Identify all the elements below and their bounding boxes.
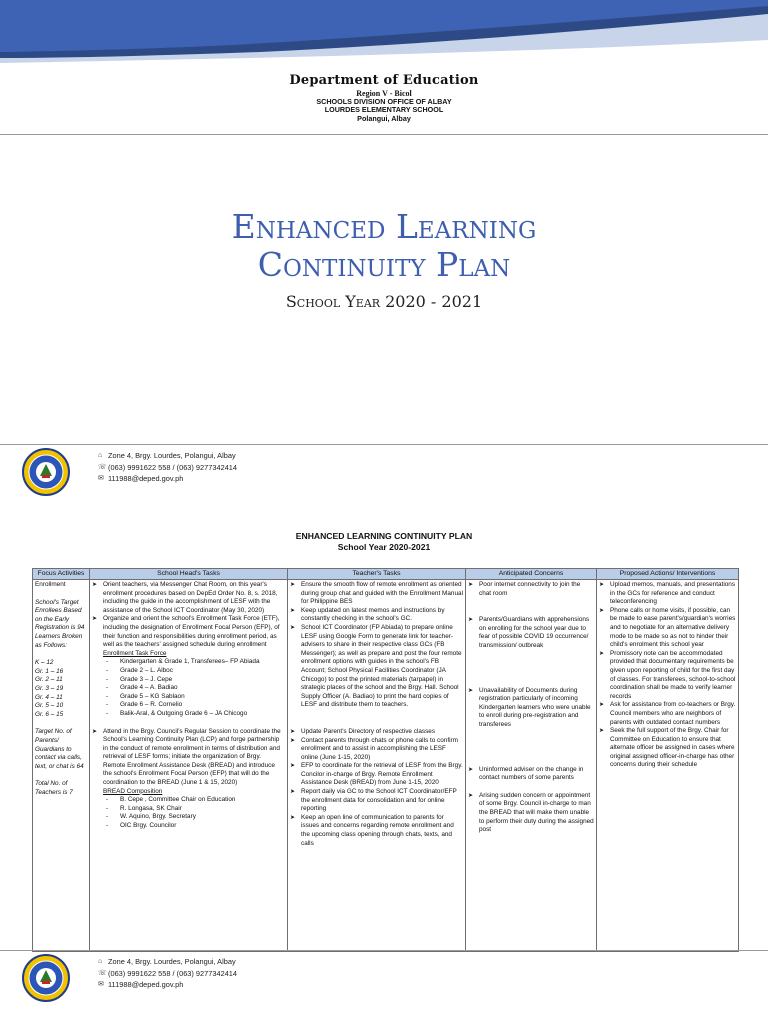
bread-item: - R. Longasa, SK Chair [106, 804, 182, 812]
list-item: ➤ Keep an open line of communication to parents for issues and concerns regarding remote enrollment and the upcoming class opening through chats, texts, and calls [290, 813, 454, 847]
grade-line: Gr. 2 – 11 [35, 676, 63, 684]
footer-divider-top [0, 444, 768, 445]
list-item: ➤ Unavailability of Documents during registration particularly of incoming Kindergarten learners who were unable to enroll during pre-registration and transferees [468, 686, 591, 728]
etf-item: - Balik-Aral, & Outgoing Grade 6 – JA Chicogo [106, 709, 248, 717]
arrow-bullet-icon: ➤ [468, 766, 474, 773]
focus-target-enrollees: School's Target Enrollees Based on the Early Registration is 94 Learners Broken as Follows: [35, 598, 85, 649]
list-item: ➤ Promissory note can be accommodated provided that documentary requirements be given upon reporting of child for the first day of classes. For transferees, school-to-school coordination shall be made to verify learner records [599, 649, 736, 700]
grade-line: Gr. 1 – 16 [35, 667, 64, 675]
phone-icon: ☏ [98, 463, 107, 471]
cover-title-line1: Enhanced Learning [231, 207, 537, 246]
list-item: ➤ Report daily via GC to the School ICT Coordinator/EFP the enrollment data for consolidation and for online reporting [290, 788, 457, 813]
location-line: Polangui, Albay [357, 113, 411, 123]
etf-item: - Kindergarten & Grade 1, Transferees– FP Abiada [106, 658, 260, 666]
school-seal-icon [22, 954, 70, 1002]
arrow-bullet-icon: ➤ [468, 792, 474, 799]
grade-line: Gr. 4 – 11 [35, 693, 63, 701]
arrow-bullet-icon: ➤ [468, 687, 474, 694]
list-item: ➤ Uninformed adviser on the change in contact numbers of some parents [468, 765, 584, 782]
phone-text: (063) 9991622 558 / (063) 9277342414 [108, 462, 238, 472]
actions-cell [597, 580, 739, 952]
arrow-bullet-icon: ➤ [599, 728, 605, 735]
contact-block [98, 450, 237, 485]
arrow-bullet-icon: ➤ [290, 737, 296, 744]
arrow-bullet-icon: ➤ [599, 582, 605, 588]
letterhead [0, 74, 768, 123]
location-pin-icon: ⌂ [98, 958, 103, 965]
arrow-bullet-icon: ➤ [290, 763, 296, 770]
header-wave-banner [0, 0, 768, 70]
email-icon: ✉ [98, 475, 104, 482]
division-line: SCHOOLS DIVISION OFFICE OF ALBAY [316, 97, 452, 107]
list-item: ➤ Keep updated on latest memos and instructions by constantly checking in the school's GC. [290, 606, 445, 623]
list-item: ➤ Upload memos, manuals, and presentations in the GCs for reference and conduct teleconferencing [599, 581, 736, 606]
region-line: Region V - Bicol [356, 88, 412, 98]
arrow-bullet-icon: ➤ [92, 728, 98, 735]
arrow-bullet-icon: ➤ [599, 702, 605, 709]
list-item: ➤ Parents/Guardians with apprehensions on enrolling for the school year due to fear of possible COVID 19 occurrence/ transmission/ outbreak [468, 616, 590, 649]
bread-label: BREAD Composition [103, 787, 163, 795]
arrow-bullet-icon: ➤ [290, 789, 296, 796]
arrow-bullet-icon: ➤ [92, 582, 98, 588]
etf-item: - Grade 4 – A. Badiao [106, 684, 178, 692]
school-seal-icon [22, 448, 70, 496]
list-item: ➤ Arising sudden concern or appointment of some Brgy. Council in-charge to man the BREAD that will make them unable to perform their duty during the assigned post [468, 791, 594, 834]
header-concerns: Anticipated Concerns [466, 569, 597, 580]
arrow-bullet-icon: ➤ [290, 624, 296, 631]
address-text: Zone 4, Brgy. Lourdes, Polangui, Albay [108, 957, 236, 966]
plan-heading [0, 531, 768, 553]
header-divider [0, 134, 768, 135]
phone-icon: ☏ [98, 969, 107, 977]
arrow-bullet-icon: ➤ [290, 607, 296, 614]
grade-line: Gr. 5 – 10 [35, 702, 64, 710]
footer-divider-bottom [0, 950, 768, 951]
list-item: ➤ Phone calls or home visits, if possible, can be made to ease parent's/guardian's worries and to negotiate for an alternative delivery mode to be made so as not to hinder their child's enrolment this school year [599, 606, 736, 649]
etf-item: - Grade 6 – R. Cornelio [106, 701, 183, 709]
header-actions: Proposed Actions/ Interventions [597, 569, 739, 580]
grade-line: Gr. 6 – 15 [35, 710, 64, 718]
list-item: ➤ Orient teachers, via Messenger Chat Room, on this year's enrollment procedures based on DepEd Order No. 8, s. 2018, including the guide in the accomplishment of LESF with the assistance of the School ICT Coordinator (May 30, 2020) [92, 581, 278, 614]
list-item: ➤ Contact parents through chats or phone calls to confirm enrollment and to assist in accomplishing the LESF online (June 1-15, 2020) [290, 736, 459, 761]
list-item: ➤ Organize and orient the school's Enrollment Task Force (ETF), including the designation of Enrollment Focal Person (EFP), of their function and responsibilities during enrollment period, as well as the teachers' assigned schedule during enrollment Enrollment Task Force [92, 615, 280, 657]
arrow-bullet-icon: ➤ [290, 582, 296, 588]
list-item: ➤ Ask for assistance from co-teachers or Brgy. Council members who are neighbors of parents with outdated contact numbers [599, 701, 736, 726]
arrow-bullet-icon: ➤ [468, 582, 474, 588]
bread-item: - OIC Brgy. Councilor [106, 822, 177, 830]
department-name: Department of Education [289, 73, 479, 88]
arrow-bullet-icon: ➤ [290, 814, 296, 821]
cover-school-year: School Year 2020 - 2021 [285, 292, 483, 311]
list-item: ➤ EFP to coordinate for the retrieval of LESF from the Brgy. Concilor in-charge of Brgy. Remote Enrollment Assistance Desk (BREAD) from June 1-15, 2020 [290, 762, 463, 787]
arrow-bullet-icon: ➤ [468, 617, 474, 624]
arrow-bullet-icon: ➤ [599, 607, 605, 614]
teacher-cell [288, 580, 466, 952]
etf-label: Enrollment Task Force [103, 649, 167, 657]
arrow-bullet-icon: ➤ [290, 728, 296, 735]
page-footer [20, 446, 760, 498]
table-row [33, 580, 739, 952]
address-text: Zone 4, Brgy. Lourdes, Polangui, Albay [108, 451, 236, 460]
plan-table [32, 568, 739, 952]
grade-line: K – 12 [35, 659, 54, 667]
table-header-row [33, 569, 739, 580]
arrow-bullet-icon: ➤ [599, 650, 605, 657]
concerns-cell [466, 580, 597, 952]
header-school-head: School Head's Tasks [90, 569, 288, 580]
focus-cell [33, 580, 90, 952]
location-pin-icon: ⌂ [98, 452, 103, 459]
school-line: LOURDES ELEMENTARY SCHOOL [324, 105, 444, 115]
list-item: ➤ School ICT Coordinator (FP Abiada) to prepare online LESF using Google Form to generate link for teacher-advisers to share in their respective class GCs (FB Messenger); as well as prepare and post the four remote enrollment options with guides in the school's FB Account; School Physical Facilities Coordinator (JA Chicogo) to post the printed materials (tarpapel) in strategic places of the school and the Brgy. Hall. School Supply Officer (A. Badiao) to print the hard copies of LESF and distribute them to teachers. [290, 623, 462, 709]
bread-item: - W. Aquino, Brgy. Secretary [106, 813, 196, 821]
etf-item: - Grade 2 – L. Alboc [106, 666, 173, 674]
list-item: ➤ Attend in the Brgy. Council's Regular Session to coordinate the School's Learning Continuity Plan (LCP) and forge partnership in the conduct of remote enrollment in terms of distribution and retrieval of LESF forms; initiate the organization of Brgy. Remote Enrollment Assistance Desk (BREAD) and introduce the school's Enrollment Focal Person (EFP) that will do the coordination to the BREAD (June 1 & 15, 2020) BREAD Composition [92, 727, 281, 795]
list-item: ➤ Ensure the smooth flow of remote enrollment as oriented during group chat and guided with the Enrollment Manual for Philippine BES [290, 581, 463, 606]
plan-title: ENHANCED LEARNING CONTINUITY PLAN [295, 531, 473, 541]
email-text: 111988@deped.gov.ph [108, 474, 184, 483]
cover-title-line2: Continuity Plan [257, 245, 511, 284]
grade-line: Gr. 3 – 19 [35, 684, 64, 692]
header-teacher: Teacher's Tasks [288, 569, 466, 580]
etf-item: - Grade 3 – J. Cepe [106, 675, 173, 683]
contact-block [98, 956, 237, 991]
arrow-bullet-icon: ➤ [92, 616, 98, 623]
email-text: 111988@deped.gov.ph [108, 980, 184, 989]
plan-subtitle: School Year 2020-2021 [337, 542, 431, 552]
list-item: ➤ Seek the full support of the Brgy. Chair for Committee on Education to ensure that alternate officer be assigned in cases where original assigned officer-in-charge has other concerns during their schedule [599, 727, 735, 769]
list-item: ➤ Poor internet connectivity to join the chat room [468, 581, 581, 597]
bread-item: - B. Cepe , Committee Chair on Education [106, 796, 236, 804]
school-head-cell [90, 580, 288, 952]
list-item: ➤ Update Parent's Directory of respective classes [290, 727, 436, 735]
focus-teachers: Total No. of Teachers is 7 [35, 780, 73, 796]
focus-target-contact: Target No. of Parents/ Guardians to contact via calls, text, or chat is 64 [35, 728, 84, 770]
header-focus: Focus Activities [33, 569, 90, 580]
phone-text: (063) 9991622 558 / (063) 9277342414 [108, 968, 238, 978]
etf-item: - Grade 5 – KG Sablaon [106, 692, 185, 700]
email-icon: ✉ [98, 981, 104, 988]
focus-activity: Enrollment [35, 581, 66, 588]
page-footer [20, 952, 760, 1004]
